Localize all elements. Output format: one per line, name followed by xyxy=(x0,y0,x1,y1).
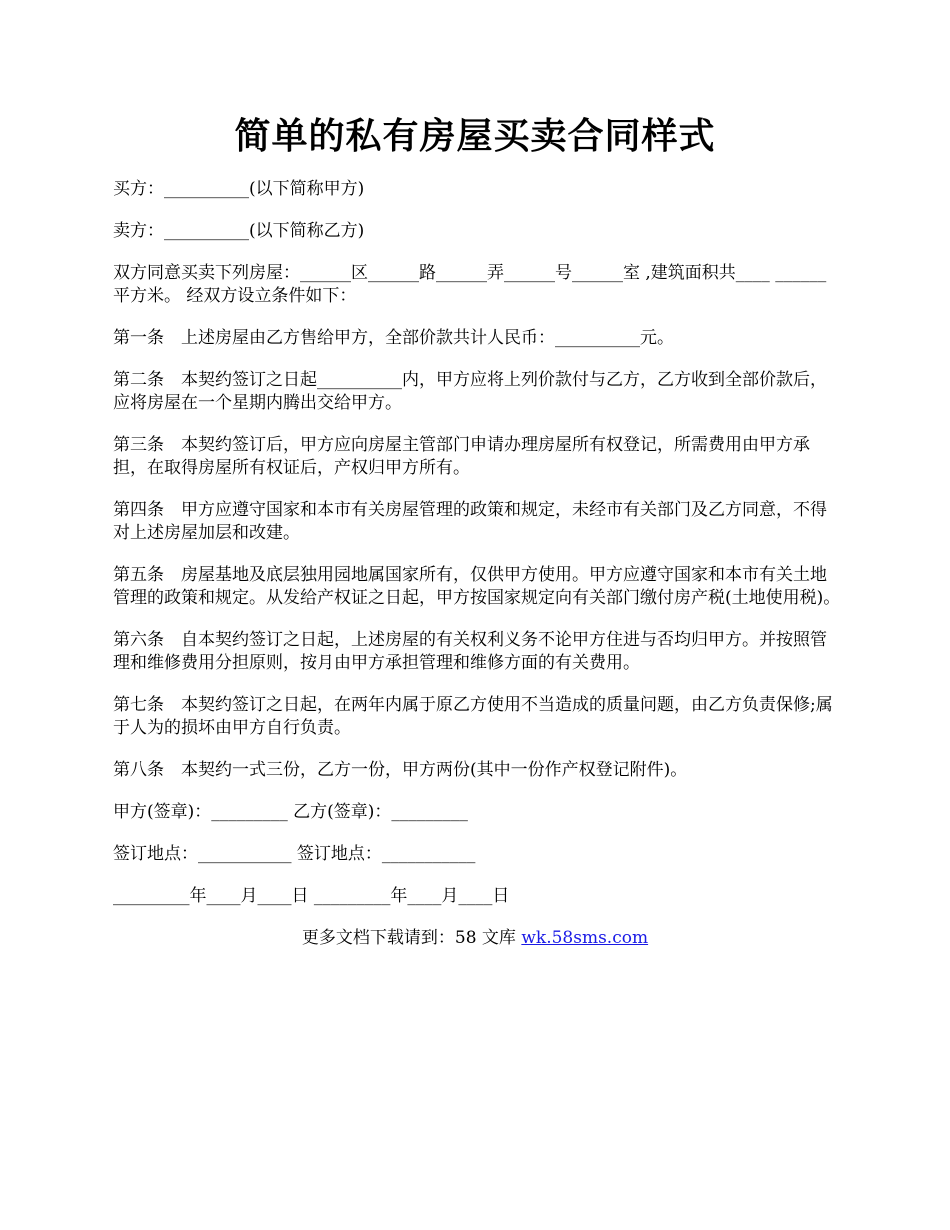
document-title: 简单的私有房屋买卖合同样式 xyxy=(234,115,716,157)
download-footer xyxy=(0,927,950,950)
footer-prefix: 更多文档下载请到：58 文库 xyxy=(301,928,522,948)
property-description: 双方同意买卖下列房屋：______区______路______弄______号______室 ,建筑面积共____ ______平方米。 经双方设立条件如下： xyxy=(113,263,827,306)
signature-line: 甲方(签章)：_________ 乙方(签章)：_________ xyxy=(113,802,468,822)
footer-link[interactable]: wk.58sms.com xyxy=(521,928,649,948)
clause-5: 第五条 房屋基地及底层独用园地属国家所有，仅供甲方使用。甲方应遵守国家和本市有关土地管理的政策和规定。从发给产权证之日起，甲方按国家规定向有关部门缴付房产税(土地使用税)。 xyxy=(113,565,841,608)
document-body xyxy=(113,178,843,927)
clause-1: 第一条 上述房屋由乙方售给甲方，全部价款共计人民币：__________元。 xyxy=(113,328,674,348)
clause-6: 第六条 自本契约签订之日起，上述房屋的有关权利义务不论甲方住进与否均归甲方。并按照管理和维修费用分担原则，按月由甲方承担管理和维修方面的有关费用。 xyxy=(113,630,827,673)
clause-3: 第三条 本契约签订后，甲方应向房屋主管部门申请办理房屋所有权登记，所需费用由甲方承担，在取得房屋所有权证后，产权归甲方所有。 xyxy=(113,435,810,478)
seller-line: 卖方：__________(以下简称乙方) xyxy=(113,221,365,241)
clause-2: 第二条 本契约签订之日起__________内，甲方应将上列价款付与乙方，乙方收到全部价款后，应将房屋在一个星期内腾出交给甲方。 xyxy=(113,370,827,413)
buyer-line: 买方：__________(以下简称甲方) xyxy=(113,179,365,199)
date-line: _________年____月____日 _________年____月____日 xyxy=(113,886,510,906)
clause-8: 第八条 本契约一式三份，乙方一份，甲方两份(其中一份作产权登记附件)。 xyxy=(113,760,688,780)
clause-4: 第四条 甲方应遵守国家和本市有关房屋管理的政策和规定，未经市有关部门及乙方同意，不得对上述房屋加层和改建。 xyxy=(113,500,827,543)
signing-place-line: 签订地点：___________ 签订地点：___________ xyxy=(113,844,476,864)
clause-7: 第七条 本契约签订之日起，在两年内属于原乙方使用不当造成的质量问题，由乙方负责保修;属于人为的损坏由甲方自行负责。 xyxy=(113,695,833,738)
